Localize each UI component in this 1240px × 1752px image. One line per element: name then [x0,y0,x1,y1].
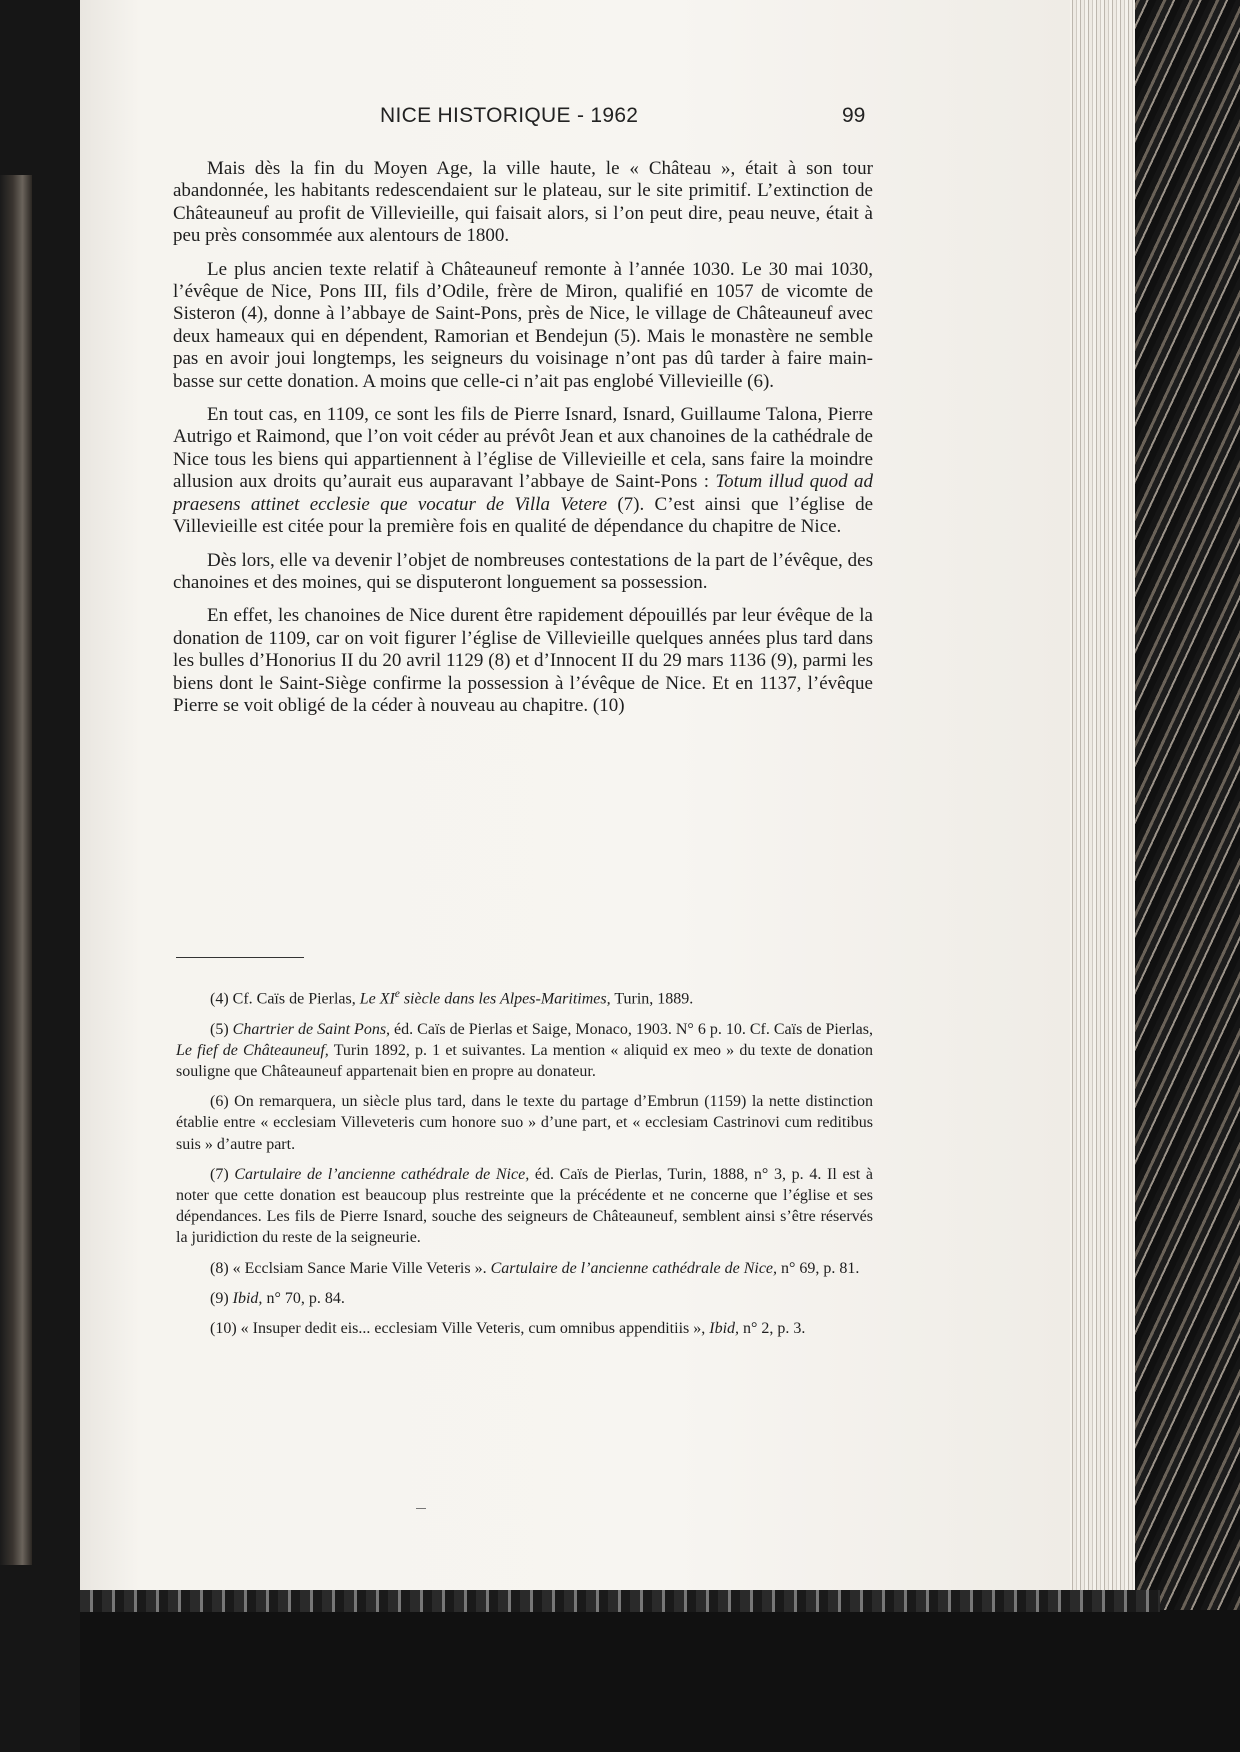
footnotes [176,984,873,1348]
text-run: (5) [210,1020,233,1038]
text-run: éd. Caïs de Pierlas, Turin, 1888, n° 3, p. 4. Il est à noter que cette donation est beaucoup plus restreinte que la précédente et ne concerne que l’église et ses dépendances. Les fils de Pierre Isnard, souche des seigneurs de Châteauneuf, semblent ainsi s’être réservés la juridiction du reste de la seigneurie. [176,1165,874,1247]
page-number: 99 [842,104,866,127]
footnote [176,1318,873,1339]
text-run: Le plus ancien texte relatif à Châteauneuf remonte à l’année 1030. Le 30 mai 1030, l’évêque de Nice, Pons III, fils d’Odile, frère de Miron, qualifié en 1057 de vicomte de Sisteron (4), donne à l’abbaye de Saint-Pons, près de Nice, le village de Châteauneuf avec deux hameaux qui en dépendent, Ramorian et Bendejun (5). Mais le monastère ne semble pas en avoir joui longtemps, les seigneurs du voisinage n’ont pas dû tarder à faire main-basse sur cette donation. A moins que celle-ci n’ait pas englobé Villevieille (6). [173,258,873,392]
adjacent-page-shadow [0,175,32,1565]
running-title: NICE HISTORIQUE - 1962 [380,104,639,127]
text-run: Mais dès la fin du Moyen Age, la ville haute, le « Château », était à son tour abandonnée, les habitants redescendaient sur le plateau, sur le site primitif. L’extinction de Châteauneuf au profit de Villevieille, qui faisait alors, si l’on peut dire, peau neuve, était à peu près consommée aux alentours de 1800. [173,158,873,247]
book-cover-edge [1130,0,1240,1610]
italic-text: Cartulaire de l’ancienne cathédrale de Nice, [234,1165,530,1183]
text-run: n° 2, p. 3. [739,1319,806,1337]
book-page [80,0,1070,1590]
italic-text: e [394,988,400,1000]
text-run: éd. Caïs de Pierlas et Saige, Monaco, 1903. N° 6 p. 10. Cf. Caïs de Pierlas, [390,1020,873,1038]
italic-text: Cartulaire de l’ancienne cathédrale de Nice, [490,1259,778,1277]
italic-text: Totum illud quod ad praesens attinet ecclesie que vocatur de Villa Vetere [173,471,873,515]
text-run: n° 70, p. 84. [262,1289,345,1307]
text-run: (4) Cf. Caïs de Pierlas, [210,990,360,1008]
text-run: (7). C’est ainsi que l’église de Villevieille est citée pour la première fois en qualité de dépendance du chapitre de Nice. [173,493,873,538]
text-run: En tout cas, en 1109, ce sont les fils de Pierre Isnard, Isnard, Guillaume Talona, Pierre Autrigo et Raimond, que l’on voit céder au prévôt Jean et aux chanoines de la cathédrale de Nice tous les biens qui appartiennent à l’église de Villevieille et cela, sans faire la moindre allusion aux droits qu’aurait eus auparavant l’abbaye de Saint-Pons : [173,404,873,493]
text-run: Turin, 1889. [610,990,694,1008]
body-paragraph [173,259,873,393]
footnote [176,1258,873,1279]
book-bottom-edge [80,1590,1160,1612]
italic-text: Chartrier de Saint Pons, [232,1020,391,1038]
italic-text: Ibid, [709,1319,740,1337]
footnote-separator [176,957,304,958]
page-stack-edges [1065,0,1135,1605]
italic-text: Ibid, [232,1289,263,1307]
body-paragraph [173,404,873,538]
running-header [80,104,1070,134]
footnote [176,1019,873,1083]
italic-text: Le fief de Châteauneuf, [176,1041,329,1059]
text-run: (10) « Insuper dedit eis... ecclesiam Ville Veteris, cum omnibus appenditiis », [210,1319,710,1337]
footnote [176,1091,873,1155]
text-run: (8) « Ecclsiam Sance Marie Ville Veteris ». [210,1259,491,1277]
italic-text: Le XI [359,990,395,1008]
text-run: n° 69, p. 81. [777,1259,860,1277]
footnote [176,984,873,1010]
footnote [176,1288,873,1309]
text-run: (7) [210,1165,235,1183]
italic-text: siècle dans les Alpes-Maritimes, [399,990,611,1008]
text-run: En effet, les chanoines de Nice durent être rapidement dépouillés par leur évêque de la donation de 1109, car on voit figurer l’église de Villevieille quelques années plus tard dans les bulles d’Honorius II du 20 avril 1129 (8) et d’Innocent II du 29 mars 1136 (9), parmi les biens dont le Saint-Siège confirme la possession à l’évêque de Nice. Et en 1137, l’évêque Pierre se voit obligé de la céder à nouveau au chapitre. (10) [173,605,873,716]
text-run: (6) On remarquera, un siècle plus tard, dans le texte du partage d’Embrun (1159) la nette distinction établie entre « ecclesiam Villeveteris cum honore suo » d’une part, et « ecclesiam Castrinovi cum reditibus suis » d’autre part. [176,1093,873,1153]
body-paragraph [173,605,873,717]
body-paragraph [173,550,873,595]
footnote [176,1164,873,1249]
text-run: Turin 1892, p. 1 et suivantes. La mention « aliquid ex meo » du texte de donation souligne que Châteauneuf appartenait bien en propre au donateur. [176,1041,874,1080]
body-text [173,158,873,728]
page-mark [416,1508,426,1509]
text-run: Dès lors, elle va devenir l’objet de nombreuses contestations de la part de l’évêque, des chanoines et des moines, qui se disputeront longuement sa possession. [173,549,873,593]
body-paragraph [173,158,873,248]
text-run: (9) [210,1289,233,1307]
